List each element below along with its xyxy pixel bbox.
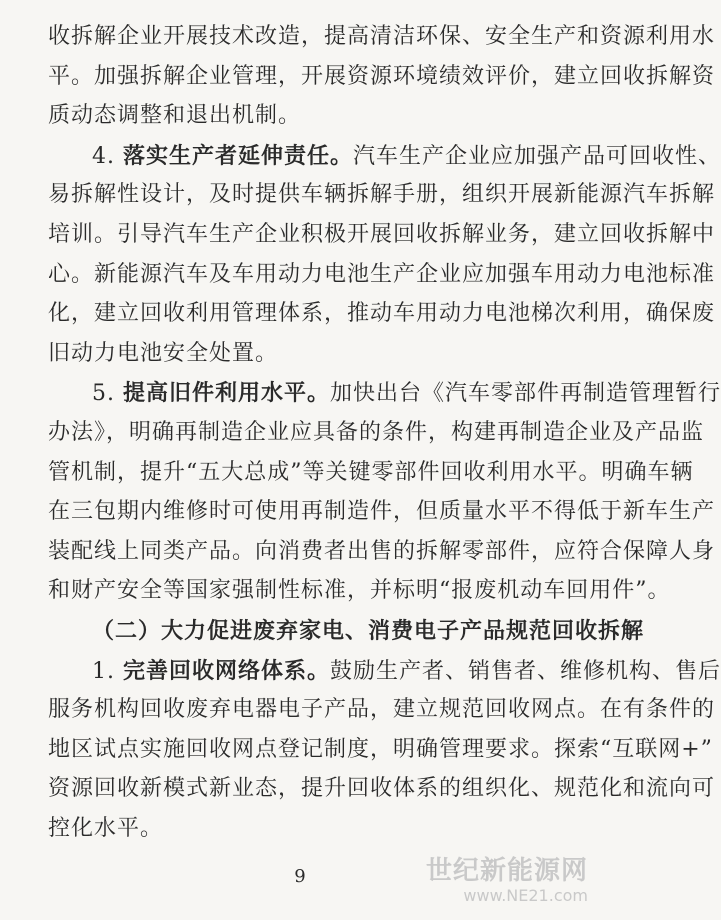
item-number: 4. xyxy=(92,143,123,169)
text-line xyxy=(48,774,716,804)
line-text: 收拆解企业开展技术改造，提高清洁环保、安全生产和资源利用水 xyxy=(48,24,716,49)
line-text: 鼓励生产者、销售者、维修机构、售后 xyxy=(330,658,721,684)
watermark xyxy=(408,856,588,912)
line-text: 办法》，明确再制造企业应具备的条件，构建再制造企业及产品监 xyxy=(48,420,705,445)
text-line xyxy=(48,695,716,725)
text-line xyxy=(48,22,716,52)
text-line xyxy=(48,497,716,527)
item-heading: 落实生产者延伸责任。 xyxy=(122,142,353,169)
watermark-url: www.NE21.com xyxy=(463,886,588,905)
text-line xyxy=(92,616,645,647)
line-text: 易拆解性设计，及时提供车辆拆解手册，组织开展新能源汽车拆解 xyxy=(48,182,716,208)
text-line xyxy=(48,458,694,488)
text-line xyxy=(48,101,576,131)
line-text: 在三包期内维修时可使用再制造件，但质量水平不得低于新车生产 xyxy=(48,499,716,525)
text-line xyxy=(92,141,721,172)
page-number: 9 xyxy=(294,866,306,887)
line-text: 汽车生产企业应加强产品可回收性、 xyxy=(353,143,721,169)
text-line xyxy=(48,735,713,765)
line-text: 和财产安全等国家强制性标准，并标明“报废机动车回用件”。 xyxy=(48,578,671,604)
text-line xyxy=(48,180,716,210)
text-line xyxy=(48,62,716,92)
text-line xyxy=(48,537,716,567)
text-line xyxy=(92,378,721,409)
watermark-name: 世纪新能源网 xyxy=(425,856,588,886)
line-text: 管机制，提升“五大总成”等关键零部件回收利用水平。明确车辆 xyxy=(48,459,694,485)
item-number: 5. xyxy=(92,381,123,407)
line-text: 控化水平。 xyxy=(48,816,164,841)
text-line xyxy=(48,576,671,606)
text-line xyxy=(92,656,721,687)
line-text: 培训。引导汽车生产企业积极开展回收拆解业务，建立回收拆解中 xyxy=(48,222,716,247)
text-line xyxy=(48,418,705,448)
line-text: 资源回收新模式新业态，提升回收体系的组织化、规范化和流向可 xyxy=(48,776,716,802)
line-text: 平。加强拆解企业管理，开展资源环境绩效评价，建立回收拆解资 xyxy=(48,63,716,89)
line-text: 装配线上同类产品。向消费者出售的拆解零部件，应符合保障人身 xyxy=(48,538,716,564)
text-line xyxy=(48,339,576,369)
line-text: 心。新能源汽车及车用动力电池生产企业应加强车用动力电池标准 xyxy=(48,261,716,287)
text-line xyxy=(48,220,716,250)
item-heading: 完善回收网络体系。 xyxy=(122,657,330,684)
line-text: 质动态调整和退出机制。 xyxy=(48,103,302,129)
text-line xyxy=(48,814,576,844)
line-text: 旧动力电池安全处置。 xyxy=(48,340,279,366)
line-text: 地区试点实施回收网点登记制度，明确管理要求。探索“互联网+” xyxy=(48,736,713,762)
item-heading: 提高旧件利用水平。 xyxy=(122,380,330,407)
line-text: 服务机构回收废弃电器电子产品，建立规范回收网点。在有条件的 xyxy=(48,697,716,723)
item-heading: （二）大力促进废弃家电、消费电子产品规范回收拆解 xyxy=(92,618,645,644)
line-text: 化，建立回收利用管理体系，推动车用动力电池梯次利用，确保废 xyxy=(48,301,716,327)
text-line xyxy=(48,299,716,329)
text-line xyxy=(48,260,716,290)
item-number: 1. xyxy=(92,658,123,684)
line-text: 加快出台《汽车零部件再制造管理暂行 xyxy=(330,381,721,407)
